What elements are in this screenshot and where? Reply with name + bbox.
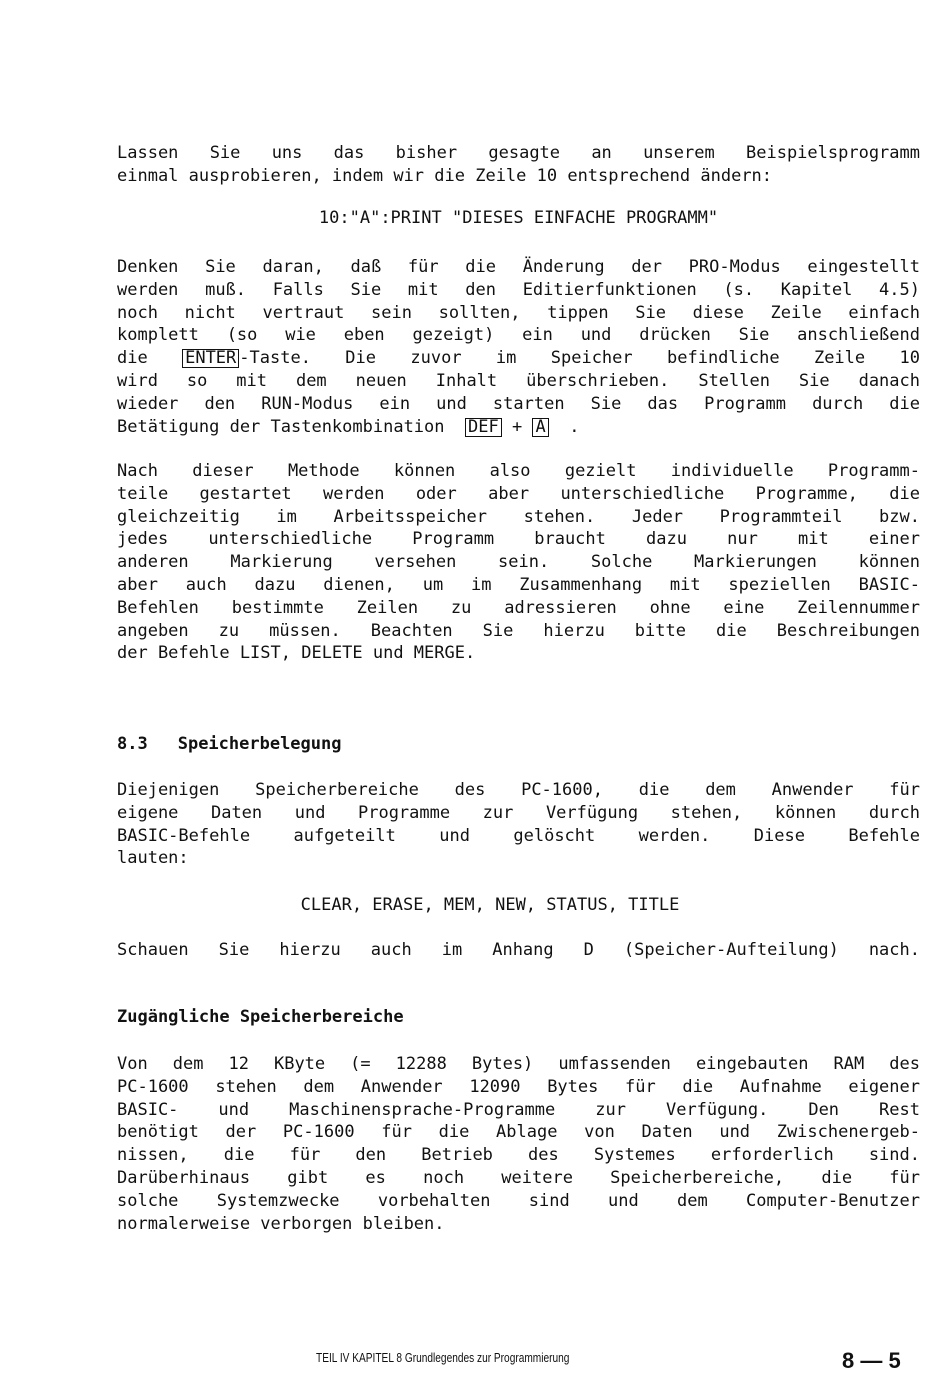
text-line: anderen Markierung versehen sein. Solche Markierungen können [117, 552, 920, 573]
text-line: Befehlen bestimmte Zeilen zu adressieren ohne eine Zeilennummer [117, 597, 920, 618]
text-line: Lassen Sie uns das bisher gesagte an unserem Beispielsprogramm [117, 143, 920, 163]
appendix-reference [117, 939, 920, 962]
page-number: 8 — 5 [842, 1348, 901, 1373]
text-line-with-key [117, 347, 920, 370]
section-heading [117, 734, 341, 754]
text-line: einmal ausprobieren, indem wir die Zeile 10 entsprechend ändern: [117, 165, 773, 186]
text-line: komplett (so wie eben gezeigt) ein und drücken Sie anschließend [117, 325, 920, 346]
code-line: 10:"A":PRINT "DIESES EINFACHE PROGRAMM" [318, 208, 719, 228]
text-line: PC-1600 stehen dem Anwender 12090 Bytes für die Aufnahme eigener [117, 1076, 920, 1097]
text-line: Nach dieser Methode können also gezielt individuelle Programm- [117, 461, 920, 481]
text-line-with-keys [117, 416, 920, 439]
markers-paragraph [117, 460, 920, 665]
a-key-icon: A [532, 418, 548, 437]
text-line: Schauen Sie hierzu auch im Anhang D (Speicher-Aufteilung) nach. [117, 940, 920, 960]
text-line: wird so mit dem neuen Inhalt überschrieben. Stellen Sie danach [117, 370, 920, 391]
text-line: eigene Daten und Programme zur Verfügung stehen, können durch [117, 802, 920, 823]
text-line: aber auch dazu dienen, um im Zusammenhang mit speziellen BASIC- [117, 574, 920, 595]
section-title: Speicherbelegung [177, 734, 342, 754]
text-line: noch nicht vertraut sein sollten, tippen Sie diese Zeile einfach [117, 302, 920, 323]
subsection-heading: Zugängliche Speicherbereiche [117, 1007, 404, 1027]
text-line: gleichzeitig im Arbeitsspeicher stehen. Jeder Programmteil bzw. [117, 506, 920, 527]
text-fragment: die [117, 348, 148, 369]
text-line: Darüberhinaus gibt es noch weitere Speicherbereiche, die für [117, 1167, 920, 1188]
memory-areas-paragraph [117, 779, 920, 870]
text-fragment: -Taste. Die zuvor im Speicher befindliche Zeile 10 [239, 348, 920, 369]
text-line: Denken Sie daran, daß für die Änderung der PRO-Modus eingestellt [117, 257, 920, 277]
def-key-icon: DEF [465, 418, 502, 437]
section-number: 8.3 [117, 734, 148, 754]
text-line: Diejenigen Speicherbereiche des PC-1600, die dem Anwender für [117, 780, 920, 800]
text-line: teile gestartet werden oder aber unterschiedliche Programme, die [117, 483, 920, 504]
text-line: der Befehle LIST, DELETE und MERGE. [117, 643, 476, 664]
plus-sign: + [511, 416, 523, 437]
text-line: benötigt der PC-1600 für die Ablage von Daten und Zwischenergeb- [117, 1122, 920, 1143]
footer-chapter-label: TEIL IV KAPITEL 8 Grundlegendes zur Programmierung [316, 1350, 570, 1365]
text-fragment: Betätigung der Tastenkombination [117, 416, 445, 437]
text-line: normalerweise verborgen bleiben. [117, 1213, 445, 1234]
text-line: Von dem 12 KByte (= 12288 Bytes) umfassenden eingebauten RAM des [117, 1054, 920, 1074]
text-line: solche Systemzwecke vorbehalten sind und dem Computer-Benutzer [117, 1190, 920, 1211]
text-line: lauten: [117, 848, 189, 869]
commands-line: CLEAR, ERASE, MEM, NEW, STATUS, TITLE [300, 895, 680, 915]
text-fragment: . [569, 416, 580, 437]
text-line: wieder den RUN-Modus ein und starten Sie das Programm durch die [117, 393, 920, 414]
text-line: werden muß. Falls Sie mit den Editierfunktionen (s. Kapitel 4.5) [117, 279, 920, 300]
ram-paragraph [117, 1053, 920, 1235]
text-line: jedes unterschiedliche Programm braucht dazu nur mit einer [117, 529, 920, 550]
text-line: BASIC-Befehle aufgeteilt und gelöscht werden. Diese Befehle [117, 825, 920, 846]
enter-key-icon: ENTER [182, 349, 239, 368]
text-line: BASIC- und Maschinensprache-Programme zur Verfügung. Den Rest [117, 1099, 920, 1120]
text-line: angeben zu müssen. Beachten Sie hierzu bitte die Beschreibungen [117, 620, 920, 641]
text-line: nissen, die für den Betrieb des Systemes erforderlich sind. [117, 1145, 920, 1166]
intro-paragraph [117, 142, 920, 188]
edit-instructions-paragraph [117, 256, 920, 438]
